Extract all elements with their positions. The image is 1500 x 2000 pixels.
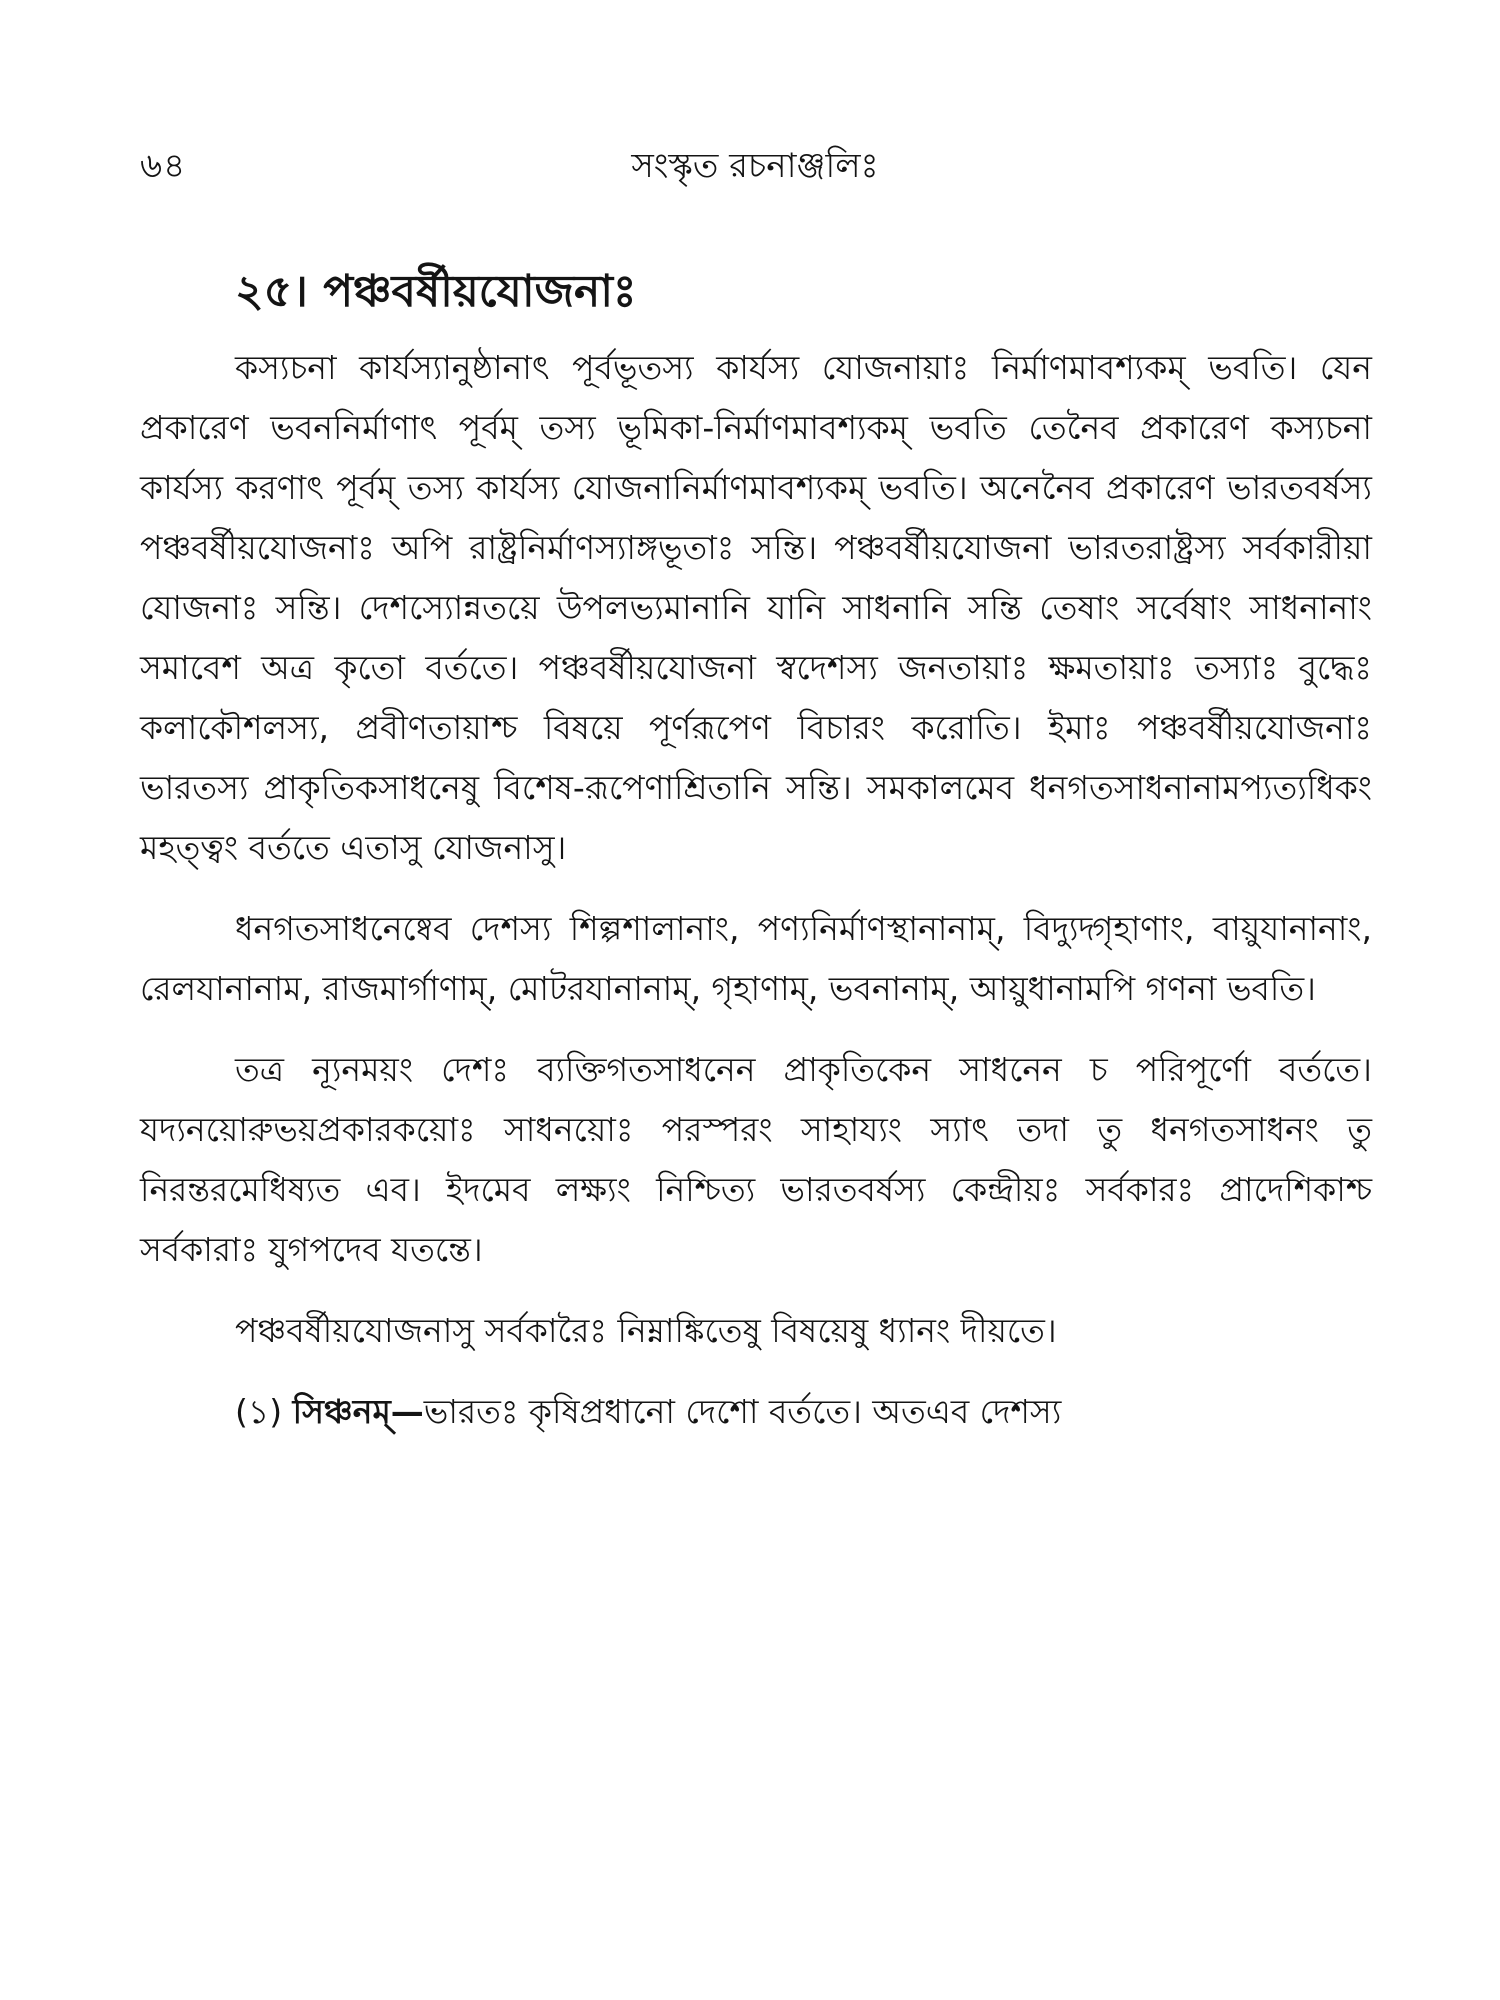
paragraph-4: পঞ্চবর্ষীয়যোজনাসু সর্বকারৈঃ নিম্নাঙ্কিতেষু বিষয়েষু ধ্যানং দীয়তে।: [235, 1311, 1057, 1350]
chapter-heading: ২৫। পঞ্চবর্ষীয়যোজনাঃ: [235, 266, 637, 317]
paragraph-2: ধনগতসাধনেষ্বেব দেশস্য শিল্পশালানাং, পণ্যনির্মাণস্থানানাম্, বিদ্যুদ্গৃহাণাং, বায়ুযানানাং, রেলযানানাম, রাজমার্গাণাম্, মোটরযানানাম্, গৃহাণাম্, ভবনানাম্, আয়ুধানামপি গণনা ভবতি।: [140, 909, 1372, 1008]
running-title: সংস্কৃত রচনাঞ্জলিঃ: [631, 146, 879, 186]
body-text: [140, 338, 1372, 1463]
list-item: [140, 1382, 1372, 1442]
paragraph-1: কস্যচনা কার্যস্যানুষ্ঠানাৎ পূর্বভূতস্য কার্যস্য যোজনায়াঃ নির্মাণমাবশ্যকম্ ভবতি। যেন প্রকারেণ ভবননির্মাণাৎ পূর্বম্ তস্য ভূমিকা-নির্মাণমাবশ্যকম্ ভবতি তেনৈব প্রকারেণ কস্যচনা কার্যস্য করণাৎ পূর্বম্ তস্য কার্যস্য যোজনানির্মাণমাবশ্যকম্ ভবতি। অনেনৈব প্রকারেণ ভারতবর্ষস্য পঞ্চবর্ষীয়যোজনাঃ অপি রাষ্ট্রনির্মাণস্যাঙ্গভূতাঃ সন্তি। পঞ্চবর্ষীয়যোজনা ভারতরাষ্ট্রস্য সর্বকারীয়া যোজনাঃ সন্তি। দেশস্যোন্নতয়ে উপলভ্যমানানি যানি সাধনানি সন্তি তেষাং সর্বেষাং সাধনানাং সমাবেশ অত্র কৃতো বর্ততে। পঞ্চবর্ষীয়যোজনা স্বদেশস্য জনতায়াঃ ক্ষমতায়াঃ তস্যাঃ বুদ্ধেঃ কলাকৌশলস্য, প্রবীণতায়াশ্চ বিষয়ে পূর্ণরূপেণ বিচারং করোতি। ইমাঃ পঞ্চবর্ষীয়যোজনাঃ ভারতস্য প্রাকৃতিকসাধনেষু বিশেষ-রূপেণাশ্রিতানি সন্তি। সমকালমেব ধনগতসাধনানামপ্যত্যধিকং মহত্ত্বং বর্ততে এতাসু যোজনাসু।: [140, 348, 1372, 867]
list-item-number: (১): [235, 1392, 283, 1431]
list-item-dash: —: [390, 1392, 424, 1431]
paragraph-3: তত্র ন্যূনময়ং দেশঃ ব্যক্তিগতসাধনেন প্রাকৃতিকেন সাধনেন চ পরিপূর্ণো বর্ততে। যদ্যনয়োরুভয়প্রকারকয়োঃ সাধনয়োঃ পরস্পরং সাহায্যং স্যাৎ তদা তু ধনগতসাধনং তু নিরন্তরমেধিষ্যত এব। ইদমেব লক্ষ্যং নিশ্চিত্য ভারতবর্ষস্য কেন্দ্রীয়ঃ সর্বকারঃ প্রাদেশিকাশ্চ সর্বকারাঃ যুগপদেব যতন্তে।: [140, 1050, 1372, 1269]
page-number: ৬৪: [140, 146, 187, 186]
running-header: [140, 140, 1370, 200]
list-item-text: ভারতঃ কৃষিপ্রধানো দেশো বর্ততে। অতএব দেশস্য: [423, 1392, 1062, 1431]
list-item-term: সিঞ্চনম্: [292, 1392, 391, 1431]
